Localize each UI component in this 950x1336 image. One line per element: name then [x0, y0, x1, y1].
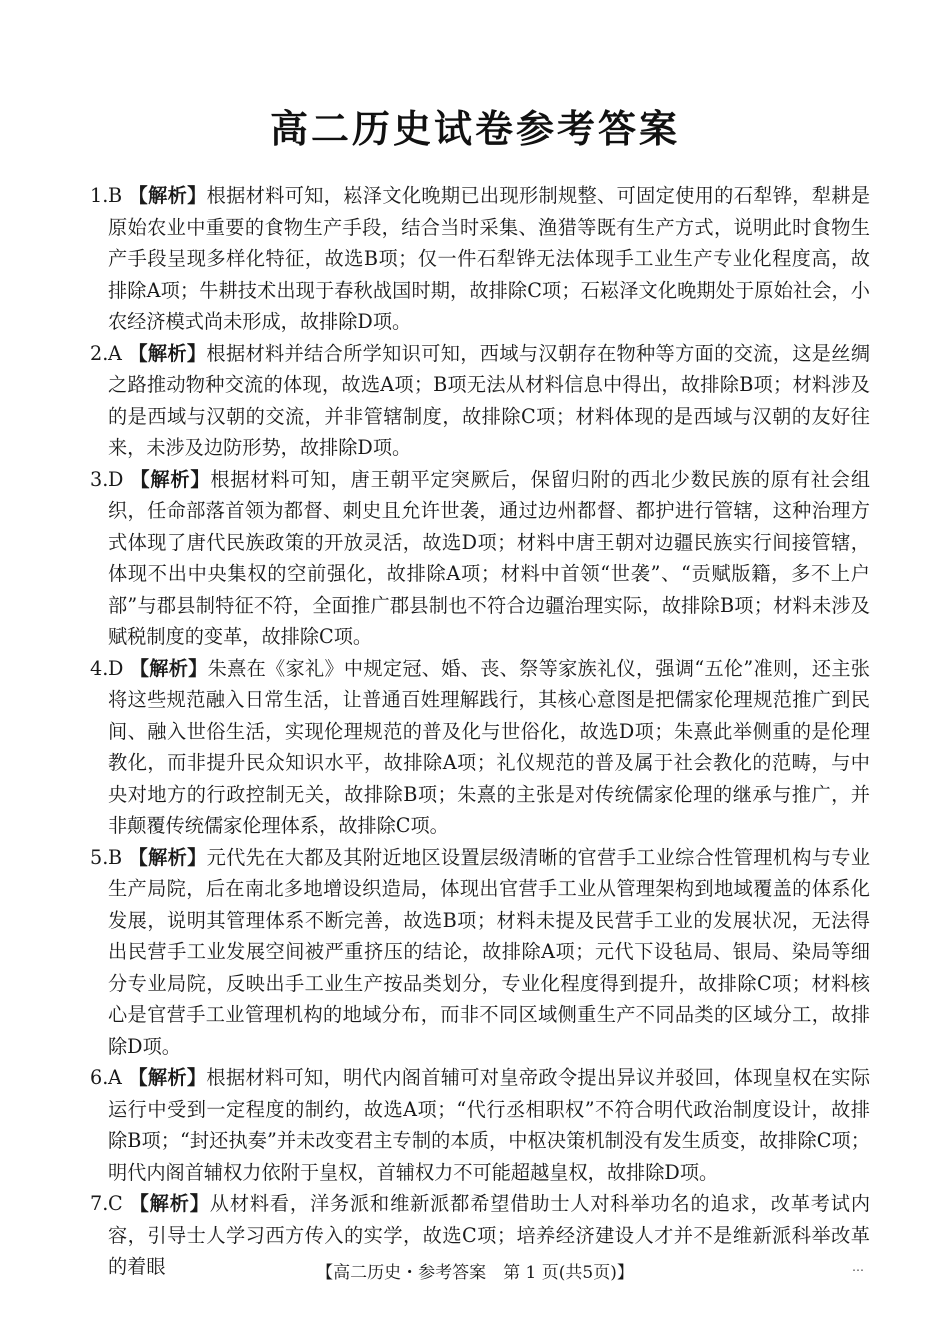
- analysis-text: 根据材料并结合所学知识可知，西域与汉朝存在物种等方面的交流，这是丝绸之路推动物种交流的体现，故选A项；B项无法从材料信息中得出，故排除B项；材料涉及的是西域与汉朝的交流，并非管辖制度，故排除C项；材料体现的是西域与汉朝的友好往来，未涉及边防形势，故排除D项。: [108, 341, 871, 459]
- analysis-text: 根据材料可知，明代内阁首辅可对皇帝政令提出异议并驳回，体现皇权在实际运行中受到一定程度的制约，故选A项；“代行丞相职权”不符合明代政治制度设计，故排除B项；“封还执奏”并未改变君主专制的本质，中枢决策机制没有发生质变，故排除C项；明代内阁首辅权力依附于皇权，首辅权力不可能超越皇权，故排除D项。: [108, 1066, 871, 1184]
- page-title: 高二历史试卷参考答案: [269, 107, 680, 151]
- answer-item-3: [92, 464, 870, 653]
- analysis-label: 【解析】: [128, 1066, 207, 1089]
- analysis-text: 朱熹在《家礼》中规定冠、婚、丧、祭等家族礼仪，强调“五伦”准则，还主张将这些规范融入日常生活，让普通百姓理解践行，其核心意图是把儒家伦理规范推广到民间、融入世俗生活，实现伦理规范的普及化与世俗化，故选D项；朱熹此举侧重的是伦理教化，而非提升民众知识水平，故排除A项；礼仪规范的普及属于社会教化的范畴，与中央对地方的行政控制无关，故排除B项；朱熹的主张是对传统儒家伦理的继承与推广，并非颠覆传统儒家伦理体系，故排除C项。: [108, 656, 870, 837]
- answer-number: 6.: [90, 1066, 109, 1089]
- analysis-text: 根据材料可知，唐王朝平定突厥后，保留归附的西北少数民族的原有社会组织，任命部落首领为都督、刺史且允许世袭，通过边州都督、都护进行管辖，这种治理方式体现了唐代民族政策的开放灵活，故选D项；材料中唐王朝对边疆民族实行间接管辖，体现不出中央集权的空前强化，故排除A项；材料中首领“世袭”、“贡赋版籍，多不上户部”与郡县制特征不符，全面推广郡县制也不符合边疆治理实际，故排除B项；材料未涉及赋税制度的变革，故排除C项。: [108, 467, 871, 648]
- answer-item-5: [92, 842, 870, 1063]
- analysis-label: 【解析】: [130, 467, 211, 491]
- answer-item-4: [92, 653, 870, 842]
- analysis-text: 元代先在大都及其附近地区设置层级清晰的官营手工业综合性管理机构与专业生产局院，后在南北多地增设织造局，体现出官营手工业从管理架构到地域覆盖的体系化发展，说明其管理体系不断完善，故选B项；材料未提及民营手工业的发展状况，无法得出民营手工业发展空间被严重挤压的结论，故排除A项；元代下设毡局、银局、染局等细分专业局院，反映出手工业生产按品类划分，专业化程度得到提升，故排除C项；材料核心是官营手工业管理机构的地域分布，而非不同区域侧重生产不同品类的区域分工，故排除D项。: [108, 845, 871, 1058]
- answer-number: 1.: [90, 184, 109, 207]
- answer-choice: A: [108, 341, 122, 365]
- analysis-label: 【解析】: [128, 184, 207, 207]
- answer-choice: D: [108, 656, 124, 680]
- answer-choice: D: [108, 467, 124, 491]
- answer-choice: B: [108, 184, 123, 207]
- answer-number: 4.: [90, 656, 109, 680]
- corner-mark: …: [852, 1260, 864, 1274]
- analysis-label: 【解析】: [129, 1192, 210, 1215]
- analysis-text: 从材料看，洋务派和维新派都希望借助士人对科举功名的追求，改革考试内容，引导士人学习西方传入的实学，故选C项；培养经济建设人才并不是维新派科举改革的着眼: [108, 1192, 871, 1278]
- answer-number: 5.: [90, 845, 109, 869]
- answer-number: 7.: [90, 1192, 109, 1215]
- answer-item-6: [92, 1062, 870, 1188]
- analysis-label: 【解析】: [128, 341, 207, 365]
- analysis-label: 【解析】: [128, 845, 207, 869]
- analysis-label: 【解析】: [129, 656, 208, 680]
- answer-list: [92, 180, 870, 1283]
- answer-choice: A: [108, 1066, 122, 1089]
- answer-choice: C: [108, 1192, 123, 1215]
- page-footer: 【高二历史・参考答案 第 1 页(共5页)】: [316, 1263, 634, 1283]
- answer-number: 3.: [90, 467, 109, 491]
- answer-item-2: [92, 338, 870, 464]
- analysis-text: 根据材料可知，崧泽文化晚期已出现形制规整、可固定使用的石犁铧，犁耕是原始农业中重要的食物生产手段，结合当时采集、渔猎等既有生产方式，说明此时食物生产手段呈现多样化特征，故选B项；仅一件石犁铧无法体现手工业生产专业化程度高，故排除A项；牛耕技术出现于春秋战国时期，故排除C项；石崧泽文化晚期处于原始社会，小农经济模式尚未形成，故排除D项。: [108, 184, 871, 333]
- answer-choice: B: [108, 845, 123, 869]
- answer-item-1: [92, 180, 870, 338]
- answer-number: 2.: [90, 341, 109, 365]
